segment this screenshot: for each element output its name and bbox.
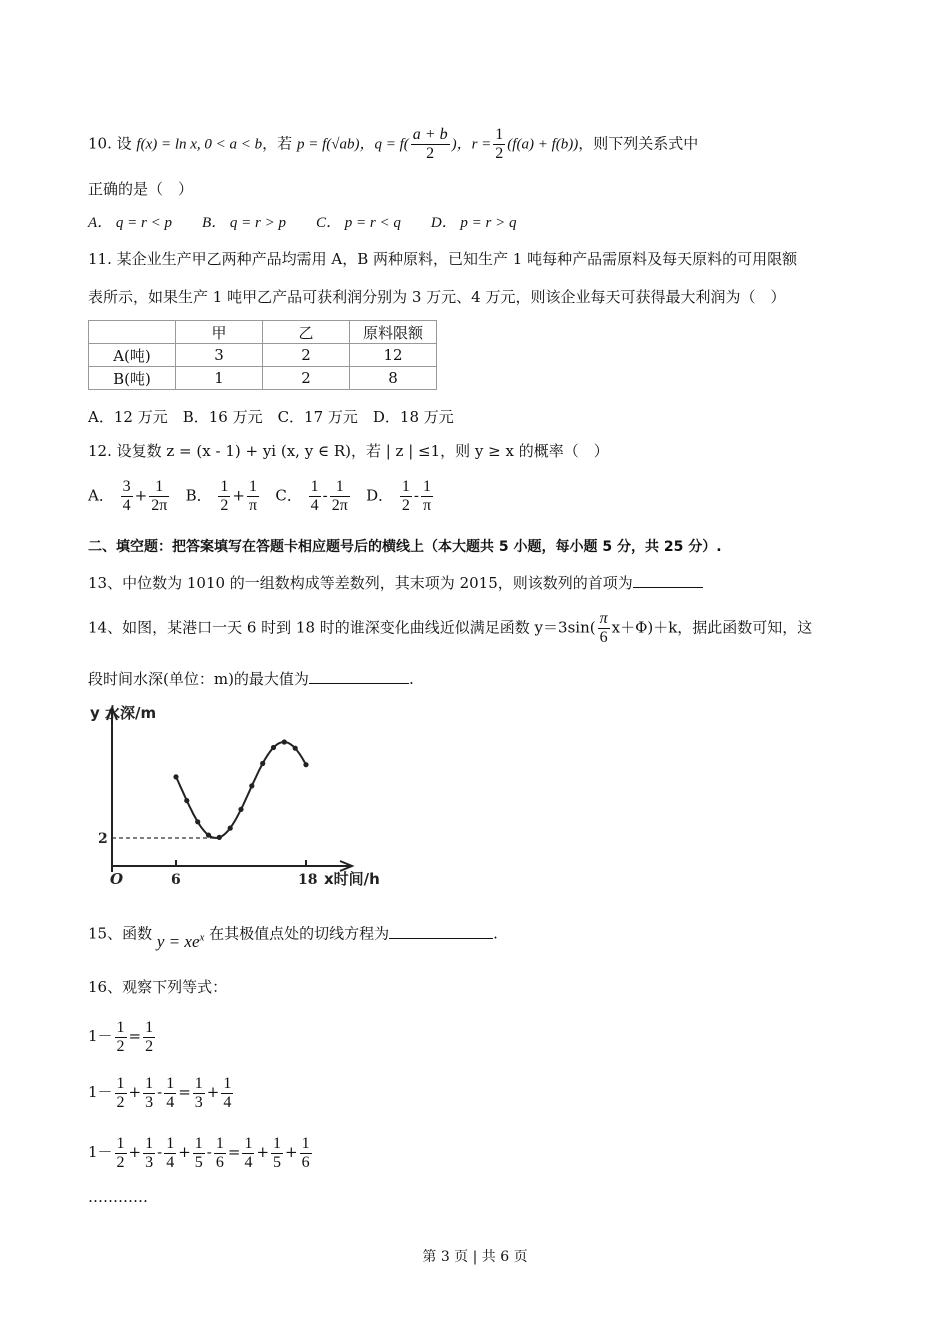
q10-line1: 10. 设 f(x) = ln x, 0 < a < b，若 p = f(√ab)，q = f( $\frac{a + b}{2}$ )，r = $\frac{1}{2}$ (f(a) + f(b))，则下列关系式中 (88, 126, 699, 162)
depth-point (228, 826, 233, 831)
depth-point (206, 833, 211, 838)
graph-origin: O (110, 870, 124, 888)
depth-curve (176, 742, 306, 838)
q16-ellipsis: ………… (88, 1188, 148, 1206)
table-row: A(吨) 3 2 12 (89, 344, 437, 367)
q14-line2: 段时间水深(单位：m)的最大值为 . (88, 670, 414, 688)
depth-point (282, 739, 287, 744)
q11-line2: 表所示，如果生产 1 吨甲乙产品可获利润分别为 3 万元、4 万元，则该企业每天可获得最大利润为（ ） (88, 288, 786, 306)
depth-point (238, 807, 243, 812)
q11-options: A．12 万元 B．16 万元 C．17 万元 D．18 万元 (88, 408, 454, 426)
q12-stem: 12. 设复数 z = (x - 1) + yi (x, y ∈ R)，若 | z | ≤1，则 y ≥ x 的概率（ ） (88, 442, 609, 460)
depth-point (260, 761, 265, 766)
depth-point (303, 762, 308, 767)
q14-line1: 14、如图，某港口一天 6 时到 18 时的谁深变化曲线近似满足函数 y＝3sin( $\frac{\pi}{6}$ x＋Φ)＋k，据此函数可知，这 (88, 610, 813, 646)
table-row: B(吨) 1 2 8 (89, 367, 437, 390)
graph-x-label: x时间/h (324, 870, 380, 888)
graph-y-label: y 水深/m (90, 704, 157, 722)
depth-points (173, 739, 308, 840)
table-header-row: 甲 乙 原料限额 (89, 321, 437, 344)
section-2-heading: 二、填空题：把答案填写在答题卡相应题号后的横线上（本大题共 5 小题，每小题 5 分，共 25 分）. (88, 539, 722, 555)
water-depth-graph (88, 700, 428, 890)
graph-x-tick-6: 6 (171, 872, 181, 888)
q10-r-fraction: $\frac{1}{2}$ (495, 126, 504, 162)
answer-blank (389, 923, 493, 939)
q16-eq2: 1－ $\frac{1}{2}$ + $\frac{1}{3}$ - $\frac{1}{4}$ = $\frac{1}{3}$ + $\frac{1}{4}$ (88, 1074, 232, 1111)
page-footer: 第 3 页 | 共 6 页 (422, 1249, 528, 1265)
q15-expr: $y = xe^x$ (156, 931, 205, 951)
q12-options: A． $\frac{3}{4}$ + $\frac{1}{2\pi}$ B． $\frac{1}{2}$ + $\frac{1}{\pi}$ C． $\frac{1}{4}$ - $\frac{1}{2\pi}$ D． $\frac{1}{2}$ - $\frac{1}{\pi}$ (88, 478, 432, 514)
depth-point (184, 798, 189, 803)
q16-eq3: 1－ $\frac{1}{2}$ + $\frac{1}{3}$ - $\frac{1}{4}$ + $\frac{1}{5}$ - $\frac{1}{6}$ = $\frac{1}{4}$ + $\frac{1}{5}$ + $\frac{1}{6}$ (88, 1134, 310, 1171)
q13: 13、中位数为 1010 的一组数构成等差数列，其末项为 2015，则该数列的首项为 (88, 572, 703, 594)
graph-x-tick-18: 18 (298, 872, 318, 888)
depth-point (293, 746, 298, 751)
q10-options: A． q = r < p B． q = r > p C． p = r < q D． p = r > q (88, 215, 517, 231)
q15: 15、函数 $y = xe^x$ 在其极值点处的切线方程为 . (88, 924, 498, 951)
depth-point (173, 774, 178, 779)
q16-stem: 16、观察下列等式： (88, 978, 228, 996)
q10-p-expr: p = f(√ab) (296, 136, 360, 153)
q11-table (88, 320, 437, 390)
answer-blank (309, 668, 409, 684)
depth-point (271, 745, 276, 750)
q11-line1: 11. 某企业生产甲乙两种产品均需用 A，B 两种原料，已知生产 1 吨每种产品需原料及每天原料的可用限额 (88, 250, 798, 268)
q16-eq1: 1－ $\frac{1}{2}$ = $\frac{1}{2}$ (88, 1018, 154, 1055)
q10-q-fraction: $\frac{a + b}{2}$ (412, 126, 448, 162)
answer-blank (633, 572, 703, 588)
depth-point (195, 819, 200, 824)
depth-point (249, 783, 254, 788)
graph-y-tick-2: 2 (98, 831, 108, 847)
q10-line2: 正确的是（ ） (88, 180, 194, 198)
depth-point (217, 835, 222, 840)
q10-function-def: f(x) = ln x, 0 < a < b (136, 136, 263, 153)
